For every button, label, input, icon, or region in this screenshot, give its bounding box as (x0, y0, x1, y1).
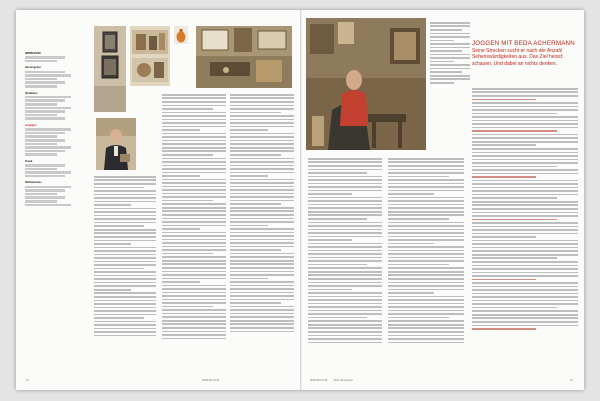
left-footer-issue (202, 380, 219, 382)
photo-caption (430, 20, 470, 86)
photo-workshop-scene (306, 18, 426, 150)
left-page (16, 10, 300, 390)
sidebar-heading-2: Redaktion (25, 91, 38, 95)
headline-title: JOGGEN MIT BEDA ACHERMANN (472, 40, 575, 47)
article-headline (472, 40, 580, 67)
photo-room-interior (196, 26, 292, 88)
right-page (302, 10, 584, 390)
magazine-spread (16, 10, 584, 390)
impressum-sidebar (25, 52, 71, 207)
sidebar-header: IMPRESSUM (25, 52, 41, 55)
photo-portrait-man (96, 118, 136, 170)
photo-shelf-objects (130, 26, 170, 86)
left-column-1 (94, 174, 156, 374)
sidebar-heading-1: Herausgeber (25, 66, 41, 70)
photo-framed-pictures (94, 26, 126, 112)
left-issue-date: APRIL/MAI 2018 (202, 380, 220, 382)
right-column-1 (308, 156, 382, 374)
right-issue-date: APRIL/MAI 2018 (310, 380, 328, 382)
right-footer-page (570, 380, 573, 382)
headline-subtitle: Seine Strecken sucht er nach der Anzahl Sehenswürdigkeiten aus. Das Ziel heisst: schauen. Und dabei an nichts denken. (472, 48, 564, 67)
photo-orange-vase (174, 26, 188, 44)
sidebar-heading-3: Anzeigen (25, 123, 37, 127)
right-section-label: RAD. Wendepunkt (333, 380, 353, 382)
left-page-number: 34 (26, 380, 29, 382)
right-footer (310, 380, 353, 382)
right-column-2 (388, 156, 464, 374)
left-footer (26, 380, 29, 382)
left-column-2 (162, 92, 226, 374)
sidebar-heading-5: Bildnachweis (25, 181, 42, 185)
right-page-number: 35 (570, 380, 573, 382)
right-column-3 (472, 86, 578, 374)
sidebar-heading-4: Druck (25, 159, 33, 163)
left-column-3 (230, 92, 294, 374)
